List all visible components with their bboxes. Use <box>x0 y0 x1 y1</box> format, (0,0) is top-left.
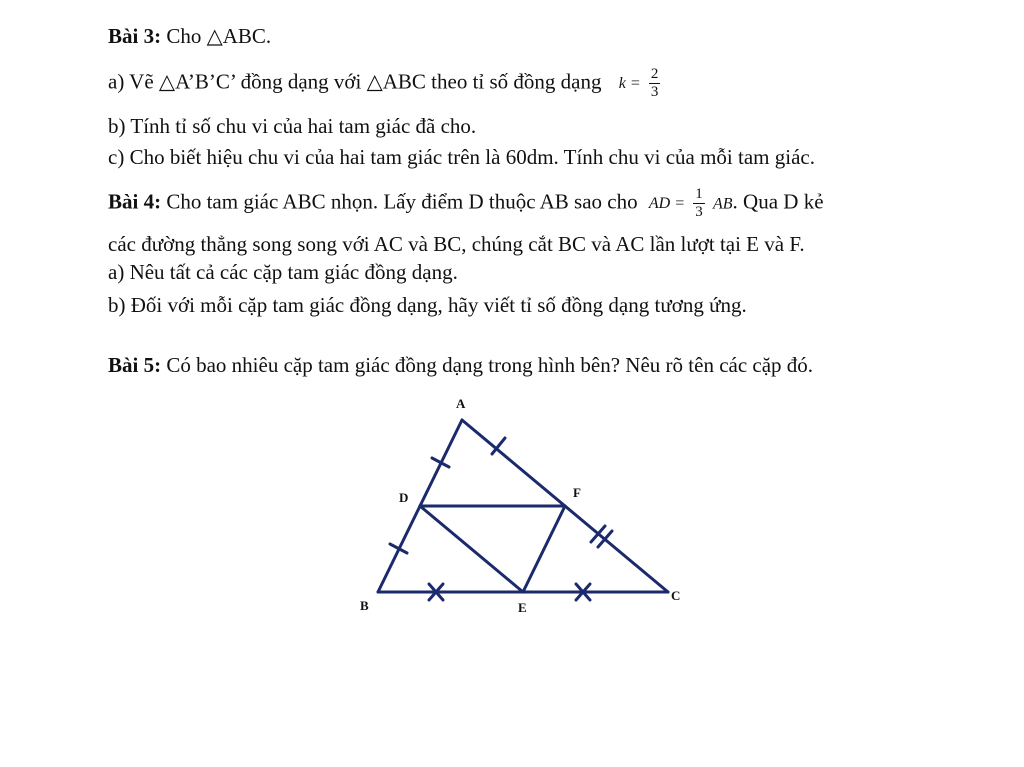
bai3-title-rest: Cho △ABC. <box>161 24 272 48</box>
bai4-line1-b: . Qua D kẻ <box>732 189 824 214</box>
bai4-eq-rhs: AB <box>713 195 733 213</box>
bai3-k-numerator: 2 <box>650 66 659 82</box>
label-a: A <box>456 396 466 411</box>
bai3-heading <box>108 24 271 48</box>
segment-de <box>420 506 523 592</box>
bai4-eq-numerator: 1 <box>695 186 703 202</box>
bai4-b-text: b) Đối với mỗi cặp tam giác đồng dạng, hãy viết tỉ số đồng dạng tương ứng. <box>108 293 747 317</box>
label-d: D <box>399 490 409 505</box>
label-f: F <box>573 485 581 500</box>
bai3-k-denominator: 3 <box>650 84 659 100</box>
triangle-diagram <box>350 390 690 625</box>
bai4-eq-lhs: AD = <box>648 195 685 213</box>
label-b: B <box>360 598 369 613</box>
bai3-b-text: b) Tính tỉ số chu vi của hai tam giác đã cho. <box>108 114 477 138</box>
label-c: C <box>671 588 681 603</box>
bai3-title: Bài 3: <box>108 24 162 48</box>
bai3-a-text: a) Vẽ △A’B’C’ đồng dạng với △ABC theo tỉ số đồng dạng <box>108 69 602 94</box>
bai5-heading <box>108 353 813 377</box>
bai3-part-a <box>108 66 663 101</box>
bai4-title: Bài 4: <box>108 189 162 214</box>
bai4-a-text: a) Nêu tất cả các cặp tam giác đồng dạng. <box>108 260 458 284</box>
triangle-figure <box>350 390 690 630</box>
bai4-line1-a: Cho tam giác ABC nhọn. Lấy điểm D thuộc AB sao cho <box>161 189 638 214</box>
bai3-c-text: c) Cho biết hiệu chu vi của hai tam giác trên là 60dm. Tính chu vi của mỗi tam giác. <box>108 145 815 169</box>
label-e: E <box>518 600 527 615</box>
bai4-line2: các đường thẳng song song với AC và BC, chúng cắt BC và AC lần lượt tại E và F. <box>108 232 805 256</box>
bai3-k-label: k = <box>618 75 641 93</box>
bai5-title: Bài 5: <box>108 353 162 377</box>
bai4-eq-fraction <box>693 186 705 221</box>
bai4-eq-denominator: 3 <box>695 204 703 220</box>
bai5-text: Có bao nhiêu cặp tam giác đồng dạng trong hình bên? Nêu rõ tên các cặp đó. <box>161 353 814 377</box>
segment-ef <box>523 506 565 592</box>
bai3-k-fraction <box>649 66 661 101</box>
bai4-line1 <box>108 186 824 221</box>
